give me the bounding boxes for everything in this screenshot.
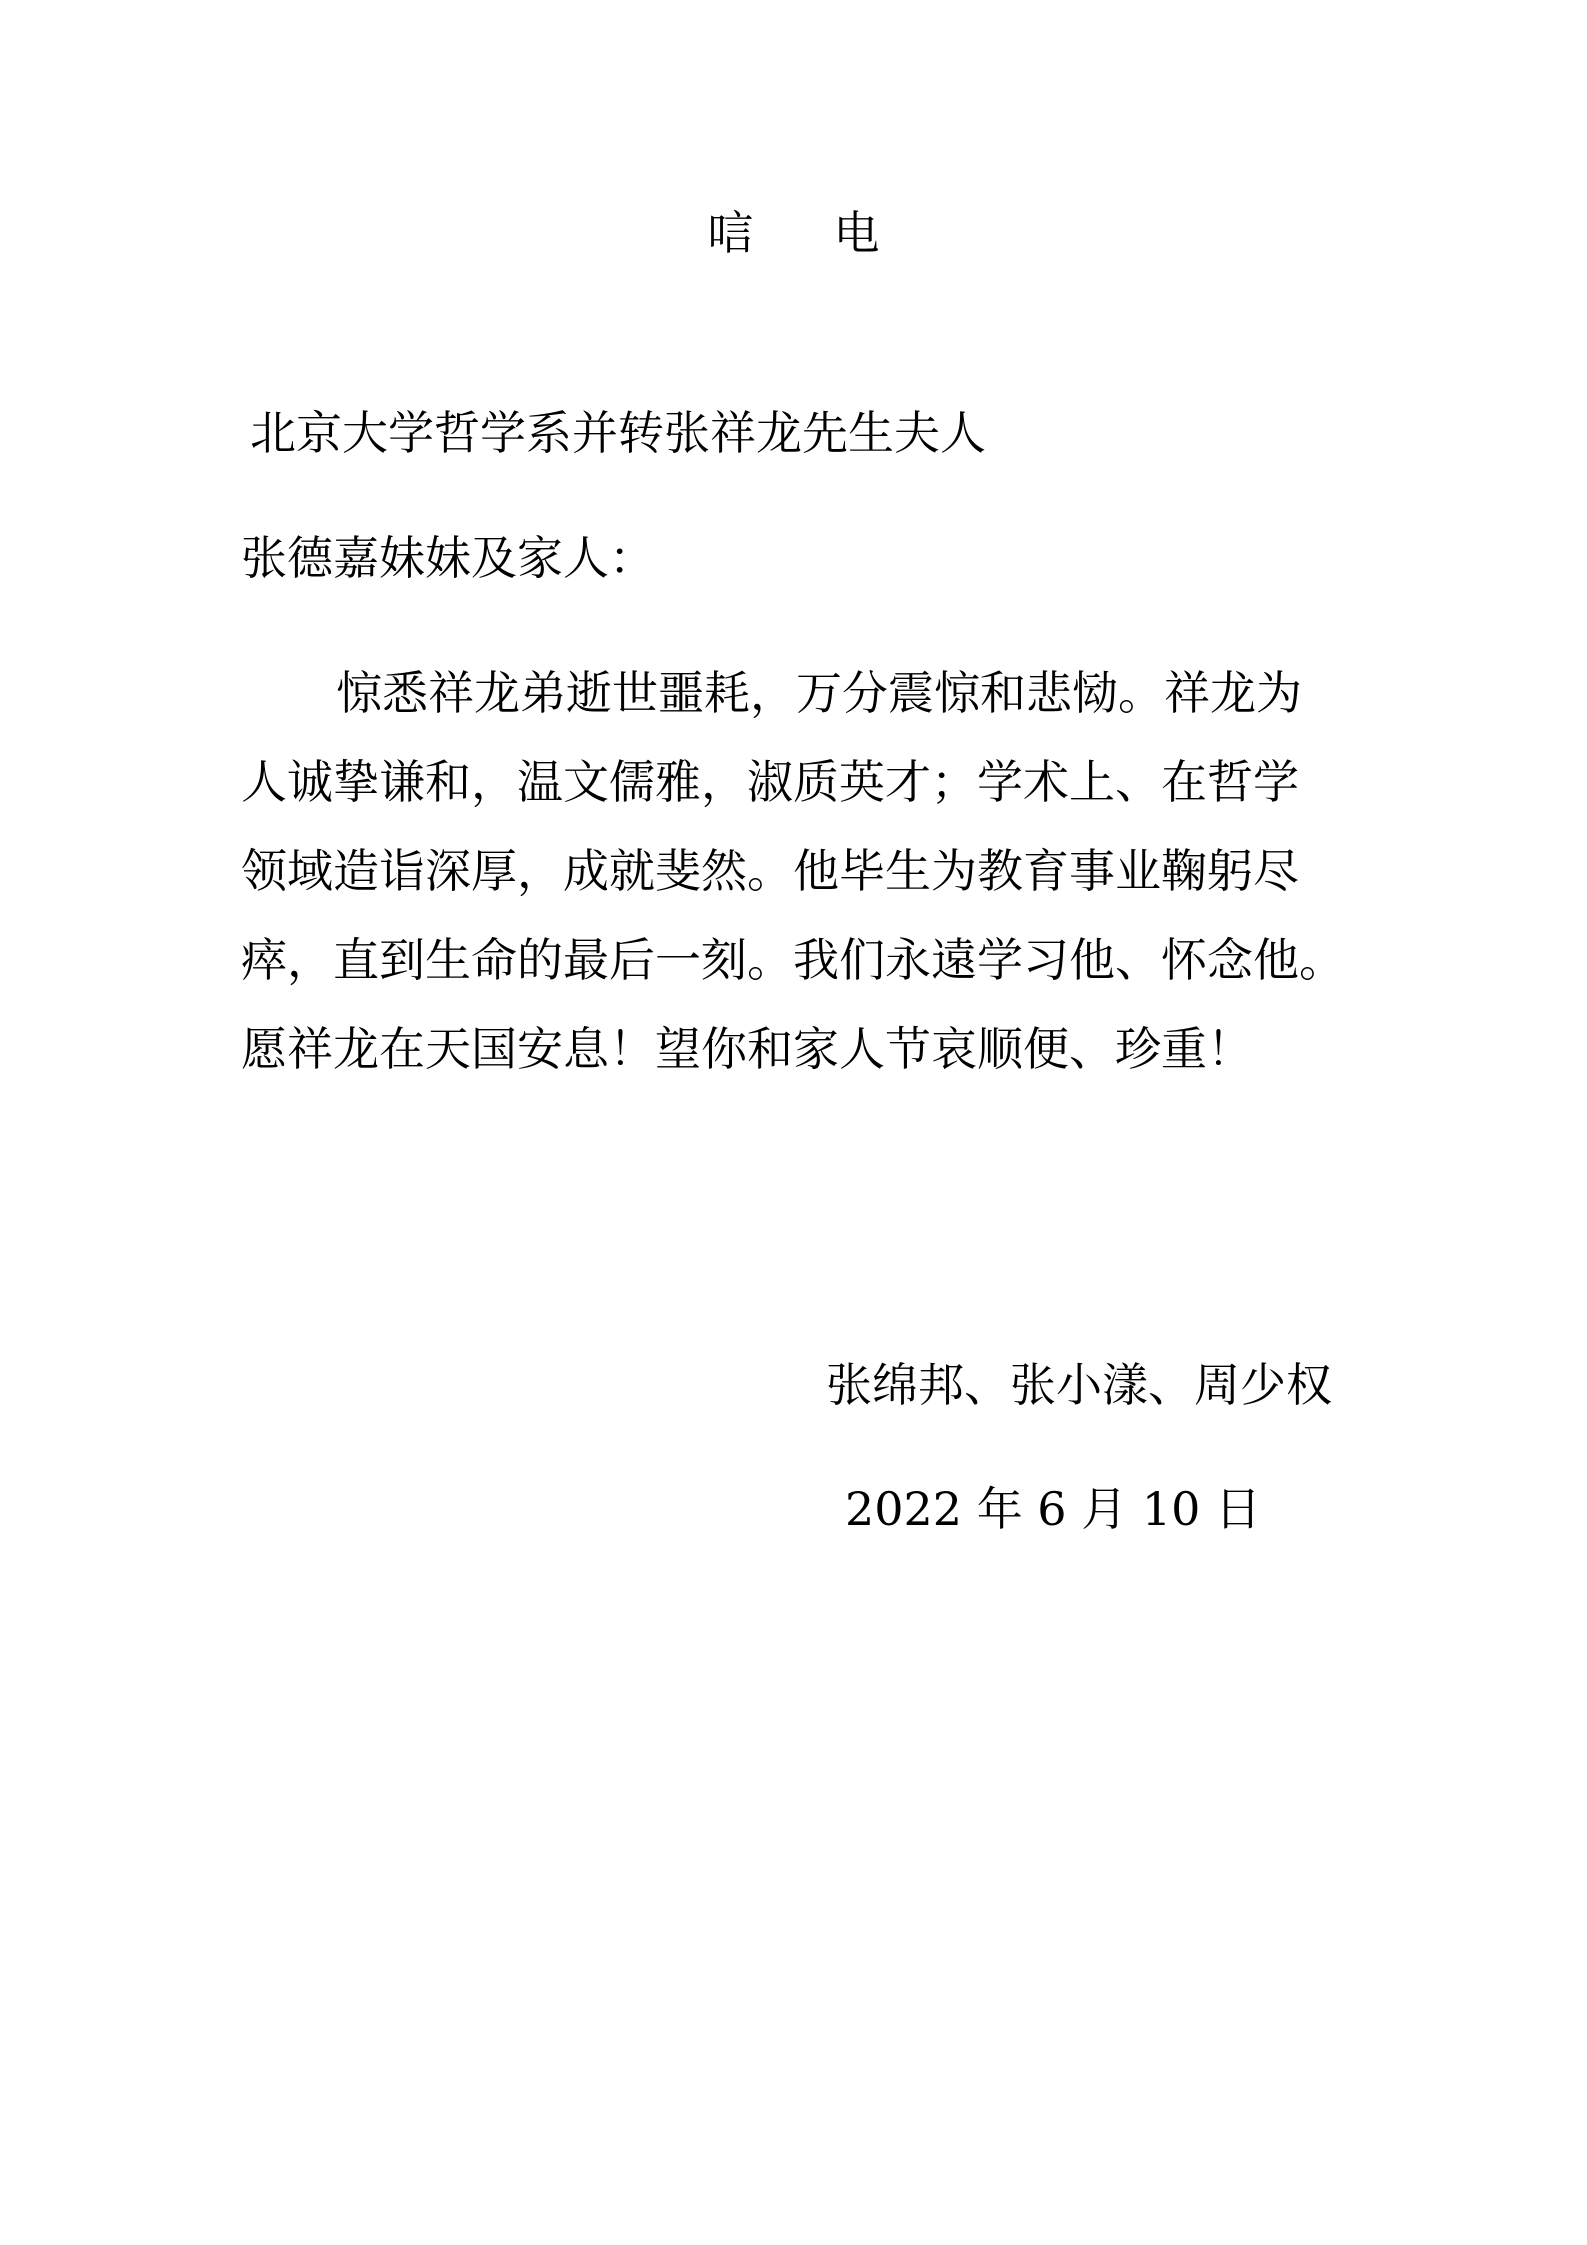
body-line: 瘁，直到生命的最后一刻。我们永遠学习他、怀念他。: [241, 933, 1345, 987]
body-line: 人诚挚谦和，温文儒雅，淑质英才；学术上、在哲学: [241, 755, 1299, 809]
recipient-line: 北京大学哲学系并转张祥龙先生夫人: [250, 406, 986, 460]
body-line: 领域造诣深厚，成就斐然。他毕生为教育事业鞠躬尽: [241, 844, 1299, 898]
date-line: 2022 年 6 月 10 日: [845, 1482, 1261, 1536]
document-title: 唁电: [707, 206, 960, 260]
body-line: 愿祥龙在天国安息！望你和家人节哀顺便、珍重！: [241, 1022, 1253, 1076]
body-line: 惊悉祥龙弟逝世噩耗，万分震惊和悲恸。祥龙为: [336, 666, 1302, 720]
body-paragraph: [241, 649, 1353, 1094]
signers-line: 张绵邦、张小漾、周少权: [826, 1358, 1332, 1412]
salutation-line: 张德嘉妹妹及家人：: [241, 531, 655, 585]
